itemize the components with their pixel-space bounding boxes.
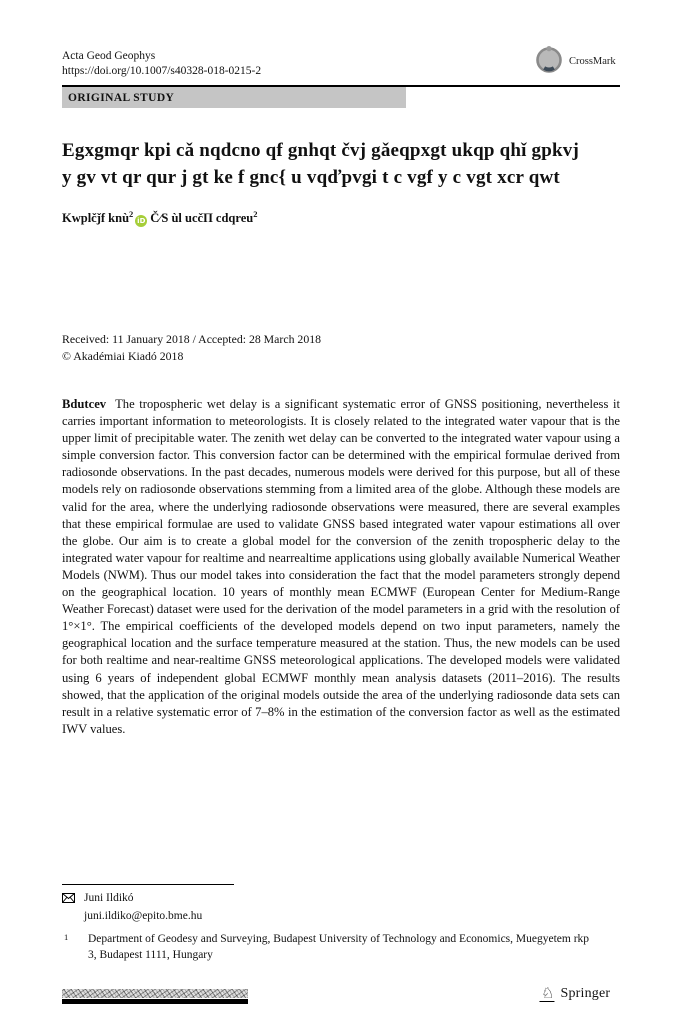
crossmark-label: CrossMark: [569, 56, 616, 67]
envelope-icon: [62, 893, 75, 909]
author-name-1: Kwplčǰf knù: [62, 211, 130, 225]
affiliation-marker: 1: [64, 932, 69, 942]
print-data-strip: [62, 989, 248, 1004]
footnote-rule: [62, 884, 234, 885]
copyright: © Akadémiai Kiadó 2018: [62, 348, 184, 363]
article-history: [62, 331, 321, 364]
data-strip-hatch: [62, 989, 248, 998]
doi-link[interactable]: https://doi.org/10.1007/s40328-018-0215-2: [62, 65, 262, 77]
section-label: ORIGINAL STUDY: [68, 91, 175, 104]
data-strip-bar: [62, 999, 248, 1004]
journal-header: [62, 49, 261, 79]
abstract-label: Bdutcev: [62, 397, 107, 411]
springer-logo: [540, 986, 610, 1002]
abstract-text: The tropospheric wet delay is a significant systematic error of GNSS positioning, nevertheless it carries important information to meteorologists. It is closely related to the integrated water vapour that is the upper limit of precipitable water. The zenith wet delay can be converted to the integrated water vapour using a simple conversion factor. This conversion factor can be determined with the empirical formulae derived from radiosonde observations. In the past decades, numerous models were derived for this purpose, but all of these models rely on radiosonde observations stemming from a limited area of the globe. Although these models are valid for the area, where the underlying radiosonde observations were measured, there are several examples that these empirical formulae are used to validate GNSS based integrated water vapour estimations all over the globe. Our aim is to create a global model for the conversion of the zenith tropospheric delay to the integrated water vapour for realtime and nearrealtime applications using globally available Numerical Weather Models (NWM). Thus our model takes into consideration the fact that the model parameters strongly depend on the geographical location. 10 years of monthly mean ECMWF (European Center for Medium-Range Weather Forecast) dataset were used for the derivation of the model parameters in a grid with the resolution of 1°×1°. The empirical coefficients of the developed models depend on two input parameters, namely the geographical location and the surface temperature measured at the station. Thus, the new models can be used for both realtime and near-realtime GNSS meteorological applications. The developed models were validated using 6 years of independent global ECMWF monthly mean analysis datasets (2011–2016). The results showed, that the application of the original models outside the area of the underlying radiosonde data sets can result in a relative systematic error of 7–8% in the estimation of the conversion factor as well as the estimated IWV values.: [62, 397, 620, 736]
orcid-icon[interactable]: iD: [137, 217, 146, 225]
title-line-2: y gv vt qr qur j gt ke f gnc{ u vqďpvgi t c vgf y c vgt xcr qwt: [62, 167, 560, 188]
crossmark-icon: [534, 44, 564, 79]
crossmark-badge[interactable]: [534, 44, 616, 79]
author-affnum-1: 2: [129, 208, 134, 219]
author-line: [62, 208, 258, 227]
section-band: [62, 87, 406, 108]
title-line-1: Egxgmqr kpi cǎ nqdcno qf gnhqt čvj gǎeqpxgt ukqp qhǐ gpkvj: [62, 140, 580, 161]
author-affnum-2: 2: [253, 208, 258, 219]
received-accepted: Received: 11 January 2018 / Accepted: 28 March 2018: [62, 332, 322, 346]
corresponding-author-block: [62, 891, 202, 924]
affiliation-text: Department of Geodesy and Surveying, Budapest University of Technology and Economics, Muegyetem rkp 3, Budapest 1111, Hungary: [88, 933, 590, 961]
springer-knight-icon: ♘: [540, 984, 556, 1002]
abstract: [62, 396, 620, 738]
springer-wordmark: Springer: [560, 986, 611, 1001]
corresponding-email[interactable]: juni.ildiko@epito.bme.hu: [84, 909, 203, 922]
author-name-2: Č⁄S ùl ucčΠ cdqreu: [150, 211, 254, 225]
article-title: [62, 137, 622, 191]
journal-name: Acta Geod Geophys: [62, 50, 156, 62]
affiliation-block: [62, 932, 602, 963]
corresponding-name: Juni Ildikó: [84, 892, 134, 904]
